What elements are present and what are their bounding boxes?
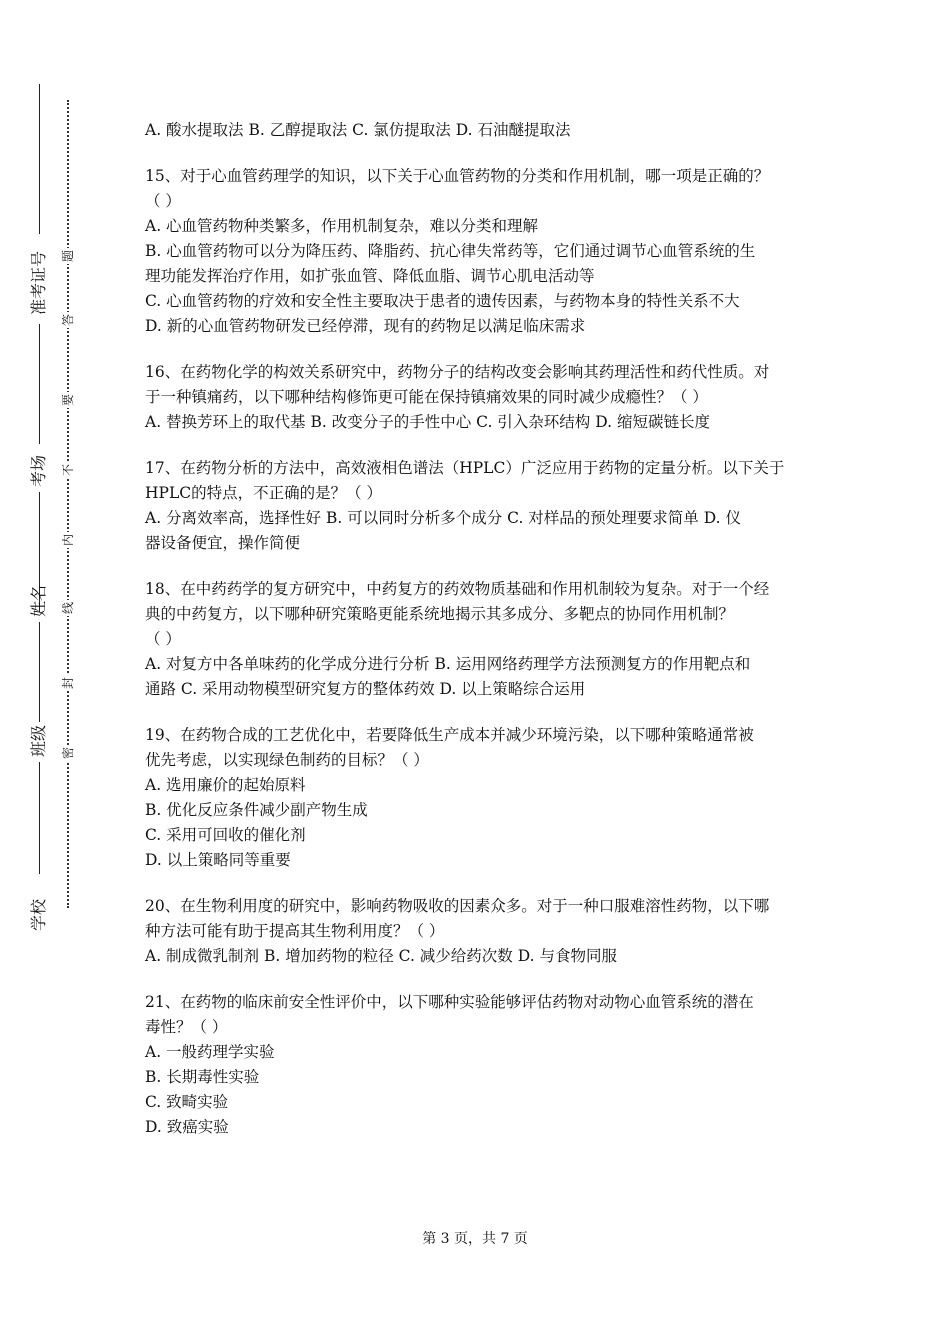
option-a: A. 心血管药物种类繁多，作用机制复杂，难以分类和理解: [145, 217, 539, 235]
exam-number-label: 准考证号: [29, 251, 48, 316]
seal-line-chars: [60, 100, 76, 908]
exam-room-label: 考场: [29, 455, 48, 488]
question-17: [145, 456, 810, 556]
option-line: A. 制成微乳制剂 B. 增加药物的粒径 C. 减少给药次数 D. 与食物同服: [145, 947, 617, 965]
school-label: 学校: [29, 899, 48, 932]
school-line: [39, 762, 40, 874]
question-stem: 18、在中药药学的复方研究中，中药复方的药效物质基础和作用机制较为复杂。对于一个经: [145, 580, 770, 598]
seal-char: 封: [61, 677, 75, 690]
answer-blank: （ ）: [145, 192, 181, 210]
seal-char: 题: [61, 250, 75, 263]
question-stem: 优先考虑，以实现绿色制药的目标？（ ）: [145, 751, 429, 769]
name-label: 姓名: [29, 585, 48, 618]
option-a: A. 一般药理学实验: [145, 1043, 275, 1061]
seal-char: 内: [61, 534, 75, 547]
question-18: [145, 577, 810, 702]
option-b: B. 长期毒性实验: [145, 1068, 260, 1086]
question-19: [145, 723, 810, 873]
exam-room-line: [39, 324, 40, 444]
question-stem: 16、在药物化学的构效关系研究中，药物分子的结构改变会影响其药理活性和药代性质。对: [145, 363, 770, 381]
option-c: C. 采用可回收的催化剂: [145, 826, 306, 844]
seal-char: 答: [61, 314, 75, 327]
option-line: A. 对复方中各单味药的化学成分进行分析 B. 运用网络药理学方法预测复方的作用靶点和: [145, 655, 751, 673]
option-line: A. 酸水提取法 B. 乙醇提取法 C. 氯仿提取法 D. 石油醚提取法: [145, 121, 571, 139]
option-line: A. 分离效率高，选择性好 B. 可以同时分析多个成分 C. 对样品的预处理要求简单 D. 仪: [145, 509, 741, 527]
option-d: D. 新的心血管药物研发已经停滞，现有的药物足以满足临床需求: [145, 317, 586, 335]
option-d: D. 以上策略同等重要: [145, 851, 291, 869]
question-16: [145, 360, 810, 435]
question-stem: 20、在生物利用度的研究中，影响药物吸收的因素众多。对于一种口服难溶性药物，以下哪: [145, 897, 770, 915]
seal-char: 线: [61, 602, 75, 615]
option-b-cont: 理功能发挥治疗作用，如扩张血管、降低血脂、调节心肌电活动等: [145, 267, 595, 285]
binding-margin: [0, 0, 110, 1344]
question-15: [145, 164, 810, 339]
question-stem: 于一种镇痛药，以下哪种结构修饰更可能在保持镇痛效果的同时减少成瘾性？（ ）: [145, 388, 708, 406]
option-b: B. 优化反应条件减少副产物生成: [145, 801, 368, 819]
exam-number-line: [39, 84, 40, 234]
question-21: [145, 990, 810, 1140]
question-14-options: [145, 118, 810, 143]
seal-char: 要: [61, 394, 75, 407]
answer-blank: （ ）: [145, 630, 181, 648]
question-stem: 21、在药物的临床前安全性评价中，以下哪种实验能够评估药物对动物心血管系统的潜在: [145, 993, 754, 1011]
question-stem: 15、对于心血管药理学的知识，以下关于心血管药物的分类和作用机制，哪一项是正确的？: [145, 167, 770, 185]
seal-char: 不: [61, 464, 75, 477]
question-stem: 毒性？（ ）: [145, 1018, 228, 1036]
page-footer: 第 3 页，共 7 页: [422, 1231, 528, 1247]
question-stem: 19、在药物合成的工艺优化中，若要降低生产成本并减少环境污染，以下哪种策略通常被: [145, 726, 754, 744]
option-line: A. 替换芳环上的取代基 B. 改变分子的手性中心 C. 引入杂环结构 D. 缩短碳链长度: [145, 413, 710, 431]
class-label: 班级: [29, 725, 48, 758]
option-d: D. 致癌实验: [145, 1118, 229, 1136]
question-stem: 种方法可能有助于提高其生物利用度？（ ）: [145, 922, 445, 940]
option-b: B. 心血管药物可以分为降压药、降脂药、抗心律失常药等，它们通过调节心血管系统的生: [145, 242, 756, 260]
seal-char: 密: [61, 747, 75, 760]
option-line: 器设备便宜，操作简便: [145, 534, 301, 552]
question-stem: 17、在药物分析的方法中，高效液相色谱法（HPLC）广泛应用于药物的定量分析。以下关于: [145, 459, 785, 477]
exam-content: [145, 118, 810, 1140]
question-stem: 典的中药复方，以下哪种研究策略更能系统地揭示其多成分、多靶点的协同作用机制？: [145, 605, 735, 623]
question-stem: HPLC的特点，不正确的是？（ ）: [145, 484, 383, 502]
question-20: [145, 894, 810, 969]
option-a: A. 选用廉价的起始原料: [145, 776, 306, 794]
option-line: 通路 C. 采用动物模型研究复方的整体药效 D. 以上策略综合运用: [145, 680, 586, 698]
option-c: C. 致畸实验: [145, 1093, 229, 1111]
option-c: C. 心血管药物的疗效和安全性主要取决于患者的遗传因素，与药物本身的特性关系不大: [145, 292, 740, 310]
